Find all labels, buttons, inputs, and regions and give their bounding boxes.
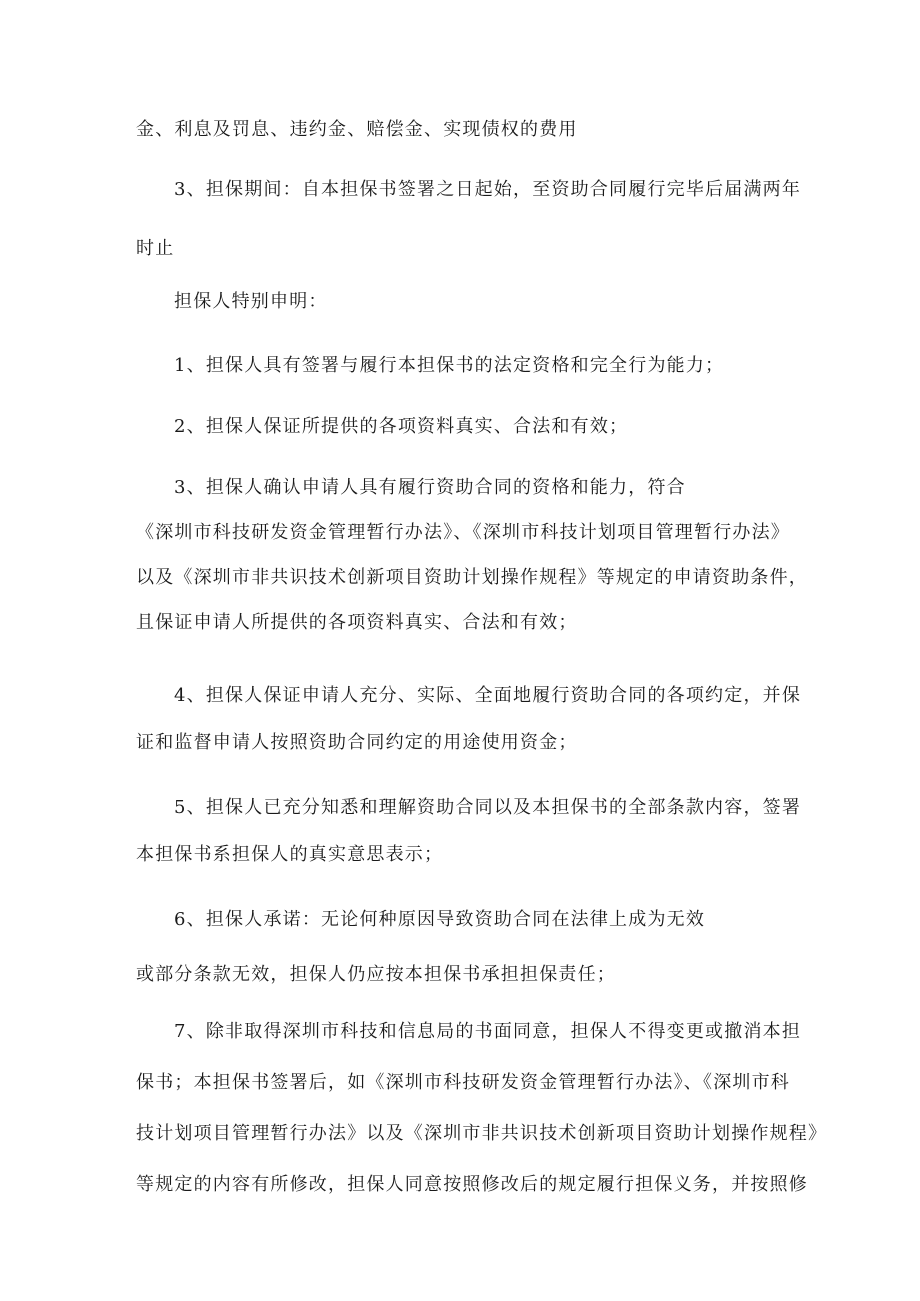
- text-line: 4、担保人保证申请人充分、实际、全面地履行资助合同的各项约定，并保: [174, 685, 802, 706]
- text-line: 技计划项目管理暂行办法》以及《深圳市非共识技术创新项目资助计划操作规程》: [136, 1123, 828, 1144]
- text-line: 1、担保人具有签署与履行本担保书的法定资格和完全行为能力；: [174, 355, 725, 376]
- text-line: 以及《深圳市非共识技术创新项目资助计划操作规程》等规定的申请资助条件，: [136, 567, 808, 588]
- text-line: 证和监督申请人按照资助合同约定的用途使用资金；: [136, 732, 578, 753]
- text-line: 3、担保期间：自本担保书签署之日起始，至资助合同履行完毕后届满两年: [174, 179, 802, 200]
- text-line: 等规定的内容有所修改，担保人同意按照修改后的规定履行担保义务，并按照修: [136, 1174, 808, 1195]
- paragraph-clause-2: [136, 403, 786, 450]
- text-line: 金、利息及罚息、违约金、赔偿金、实现债权的费用: [136, 119, 578, 140]
- paragraph-clause-7: [136, 1008, 828, 1208]
- text-line: 3、担保人确认申请人具有履行资助合同的资格和能力，符合: [174, 477, 686, 498]
- paragraph-fee-continuation: [136, 106, 786, 153]
- paragraph-clause-3: [136, 464, 808, 646]
- text-line: 《深圳市科技研发资金管理暂行办法》、《深圳市科技计划项目管理暂行办法》: [136, 522, 790, 543]
- text-line: 或部分条款无效，担保人仍应按本担保书承担担保责任；: [136, 964, 616, 985]
- paragraph-clause-4: [136, 672, 802, 766]
- paragraph-guarantee-period: [136, 166, 802, 272]
- text-line: 6、担保人承诺：无论何种原因导致资助合同在法律上成为无效: [174, 909, 706, 930]
- paragraph-special-declaration-heading: [136, 278, 786, 325]
- paragraph-clause-5: [136, 784, 802, 878]
- text-line: 5、担保人已充分知悉和理解资助合同以及本担保书的全部条款内容，签署: [174, 797, 802, 818]
- text-line: 且保证申请人所提供的各项资料真实、合法和有效；: [136, 612, 578, 633]
- text-line: 担保人特别申明：: [174, 291, 328, 312]
- text-line: 时止: [136, 238, 175, 259]
- text-line: 7、除非取得深圳市科技和信息局的书面同意，担保人不得变更或撤消本担: [174, 1021, 802, 1042]
- text-line: 保书；本担保书签署后，如《深圳市科技研发资金管理暂行办法》、《深圳市科: [136, 1072, 790, 1093]
- text-line: 本担保书系担保人的真实意思表示；: [136, 844, 444, 865]
- paragraph-clause-1: [136, 342, 786, 389]
- text-line: 2、担保人保证所提供的各项资料真实、合法和有效；: [174, 416, 629, 437]
- paragraph-clause-6: [136, 896, 786, 998]
